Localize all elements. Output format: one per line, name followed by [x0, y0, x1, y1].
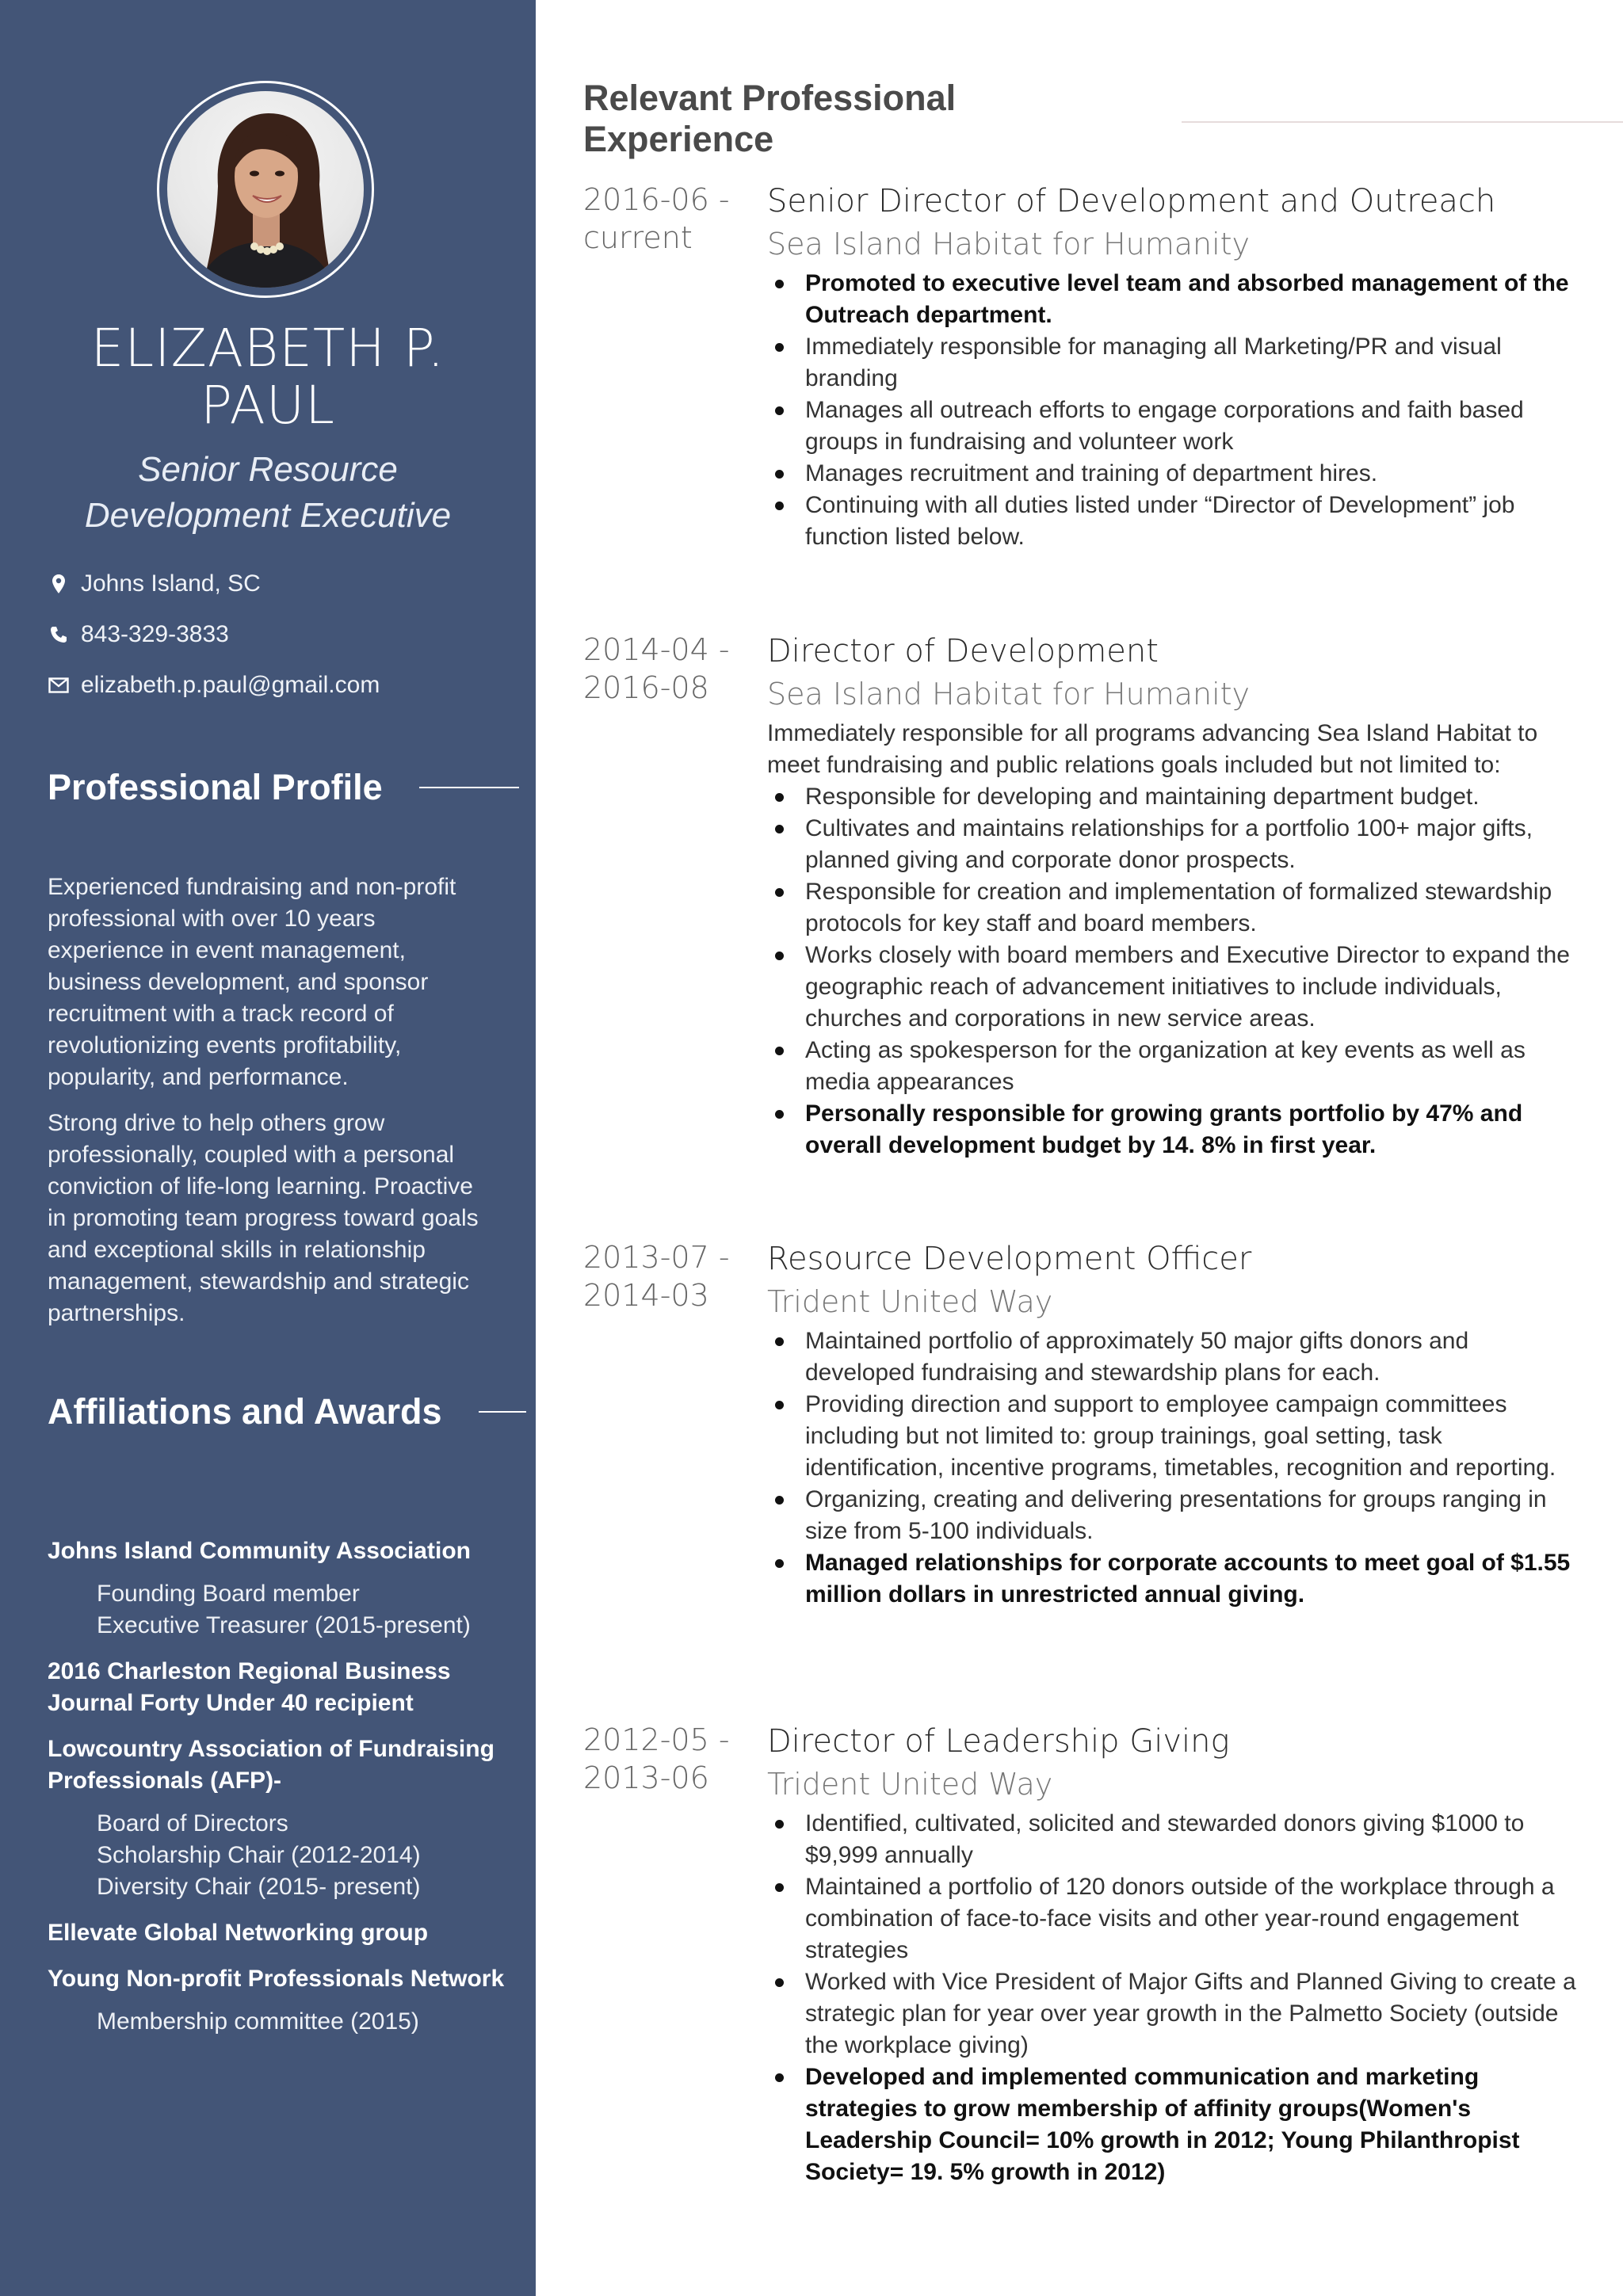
- list-item: Manages recruitment and training of department hires.: [767, 458, 1583, 490]
- profile-photo-frame: [157, 81, 374, 298]
- phone-icon: [48, 623, 70, 646]
- affiliations-heading: [48, 1391, 526, 1432]
- entry-title: Director of Leadership Giving: [767, 1723, 1230, 1760]
- affiliations-heading-text: Affiliations and Awards: [48, 1391, 442, 1432]
- main-content: [536, 0, 1623, 2296]
- affiliation-org: Lowcountry Association of Fundraising Professionals (AFP)-: [48, 1736, 495, 1794]
- affiliation-org: Young Non-profit Professionals Network: [48, 1966, 505, 1992]
- list-item: Responsible for creation and implementation of formalized stewardship protocols for key staff and board members.: [767, 876, 1583, 940]
- list-item: Personally responsible for growing grants portfolio by 47% and overall development budget by 14. 8% in first year.: [767, 1098, 1583, 1161]
- list-item: Organizing, creating and delivering presentations for groups ranging in size from 5-100 individuals.: [767, 1484, 1583, 1547]
- entry-title: Senior Director of Development and Outreach: [767, 183, 1496, 219]
- profile-summary: [48, 871, 491, 1344]
- affiliation-roles: Board of Directors Scholarship Chair (2012-2014) Diversity Chair (2015- present): [97, 1810, 421, 1900]
- profile-paragraph: Strong drive to help others grow professionally, coupled with a personal conviction of life-long learning. Proactive in promoting team progress toward goals and exceptional skills in relationship management, stewardship and strategic partnerships.: [48, 1110, 479, 1326]
- list-item: Maintained a portfolio of 120 donors outside of the workplace through a combination of face-to-face visits and other year-round engagement strategies: [767, 1871, 1583, 1966]
- heading-rule: [479, 1411, 526, 1413]
- location-text: Johns Island, SC: [81, 570, 261, 597]
- list-item: Continuing with all duties listed under “Director of Development” job function listed below.: [767, 490, 1583, 553]
- entry-body: [767, 181, 1583, 553]
- experience-heading: [583, 78, 1623, 160]
- affiliations-list: [48, 1535, 507, 2052]
- list-item: Responsible for developing and maintaining department budget.: [767, 781, 1583, 813]
- contact-location: [48, 570, 261, 597]
- list-item: Providing direction and support to employee campaign committees including but not limited to: group trainings, goal setting, task identification, incentive programs, timetables, recognition and reporting.: [767, 1389, 1583, 1484]
- entry-org: Trident United Way: [767, 1767, 1053, 1802]
- entry-bullets: [767, 268, 1583, 553]
- entry-date: 2012-05 - 2013-06: [583, 1722, 730, 1795]
- experience-heading-text: Relevant Professional Experience: [583, 78, 957, 159]
- profile-heading-text: Professional Profile: [48, 767, 383, 807]
- contact-email: [48, 672, 380, 699]
- entry-body: [767, 631, 1583, 1161]
- person-name: ELIZABETH P. PAUL: [90, 318, 445, 436]
- entry-intro: Immediately responsible for all programs advancing Sea Island Habitat to meet fundraising and public relations goals included but not limited to:: [767, 720, 1538, 778]
- profile-heading: [48, 767, 519, 808]
- list-item: Acting as spokesperson for the organization at key events as well as media appearances: [767, 1035, 1583, 1098]
- list-item: Cultivates and maintains relationships for a portfolio 100+ major gifts, planned giving and corporate donor prospects.: [767, 813, 1583, 876]
- map-pin-icon: [48, 572, 70, 596]
- list-item: Maintained portfolio of approximately 50 major gifts donors and developed fundraising and stewardship plans for each.: [767, 1325, 1583, 1389]
- list-item: Developed and implemented communication and marketing strategies to grow membership of affinity groups(Women's Leadership Council= 10% growth in 2012; Young Philanthropist Society= 19. 5% growth in 2012): [767, 2061, 1583, 2188]
- affiliation-org: Ellevate Global Networking group: [48, 1920, 429, 1946]
- envelope-icon: [48, 673, 70, 697]
- entry-title: Director of Development: [767, 633, 1159, 669]
- email-link[interactable]: elizabeth.p.paul@gmail.com: [81, 672, 380, 698]
- entry-org: Trident United Way: [767, 1284, 1053, 1319]
- entry-date: 2013-07 - 2014-03: [583, 1240, 730, 1313]
- phone-text[interactable]: 843-329-3833: [81, 621, 229, 647]
- heading-rule: [419, 787, 519, 788]
- entry-bullets: [767, 1325, 1583, 1611]
- list-item: Promoted to executive level team and absorbed management of the Outreach department.: [767, 268, 1583, 331]
- list-item: Worked with Vice President of Major Gifts and Planned Giving to create a strategic plan for year over year growth in the Palmetto Society (outside the workplace giving): [767, 1966, 1583, 2061]
- heading-rule: [1182, 121, 1623, 123]
- entry-title: Resource Development Officer: [767, 1241, 1252, 1277]
- list-item: Managed relationships for corporate accounts to meet goal of $1.55 million dollars in unrestricted annual giving.: [767, 1547, 1583, 1611]
- entry-body: [767, 1238, 1583, 1611]
- entry-date: 2014-04 - 2016-08: [583, 632, 730, 705]
- person-portrait-icon: [167, 91, 364, 288]
- profile-photo: [167, 91, 364, 288]
- list-item: Immediately responsible for managing all Marketing/PR and visual branding: [767, 331, 1583, 395]
- list-item: Identified, cultivated, solicited and stewarded donors giving $1000 to $9,999 annually: [767, 1808, 1583, 1871]
- list-item: Works closely with board members and Executive Director to expand the geographic reach of advancement initiatives to include individuals, churches and corporations in new service areas.: [767, 940, 1583, 1035]
- affiliation-org: 2016 Charleston Regional Business Journal Forty Under 40 recipient: [48, 1658, 451, 1716]
- affiliation-org: Johns Island Community Association: [48, 1538, 471, 1564]
- entry-org: Sea Island Habitat for Humanity: [767, 677, 1251, 711]
- affiliation-roles: Membership committee (2015): [97, 2008, 419, 2035]
- entry-org: Sea Island Habitat for Humanity: [767, 227, 1251, 261]
- list-item: Manages all outreach efforts to engage corporations and faith based groups in fundraising and volunteer work: [767, 395, 1583, 458]
- entry-date: 2016-06 - current: [583, 182, 730, 255]
- person-headline: Senior Resource Development Executive: [84, 450, 452, 535]
- entry-bullets: [767, 781, 1583, 1161]
- affiliation-roles: Founding Board member Executive Treasurer (2015-present): [97, 1581, 471, 1638]
- entry-bullets: [767, 1808, 1583, 2188]
- profile-paragraph: Experienced fundraising and non-profit professional with over 10 years experience in event management, business development, and sponsor recruitment with a track record of revolutionizing events profitability, popularity, and performance.: [48, 874, 456, 1090]
- entry-body: [767, 1721, 1583, 2188]
- contact-phone: [48, 621, 229, 648]
- sidebar: [0, 0, 536, 2296]
